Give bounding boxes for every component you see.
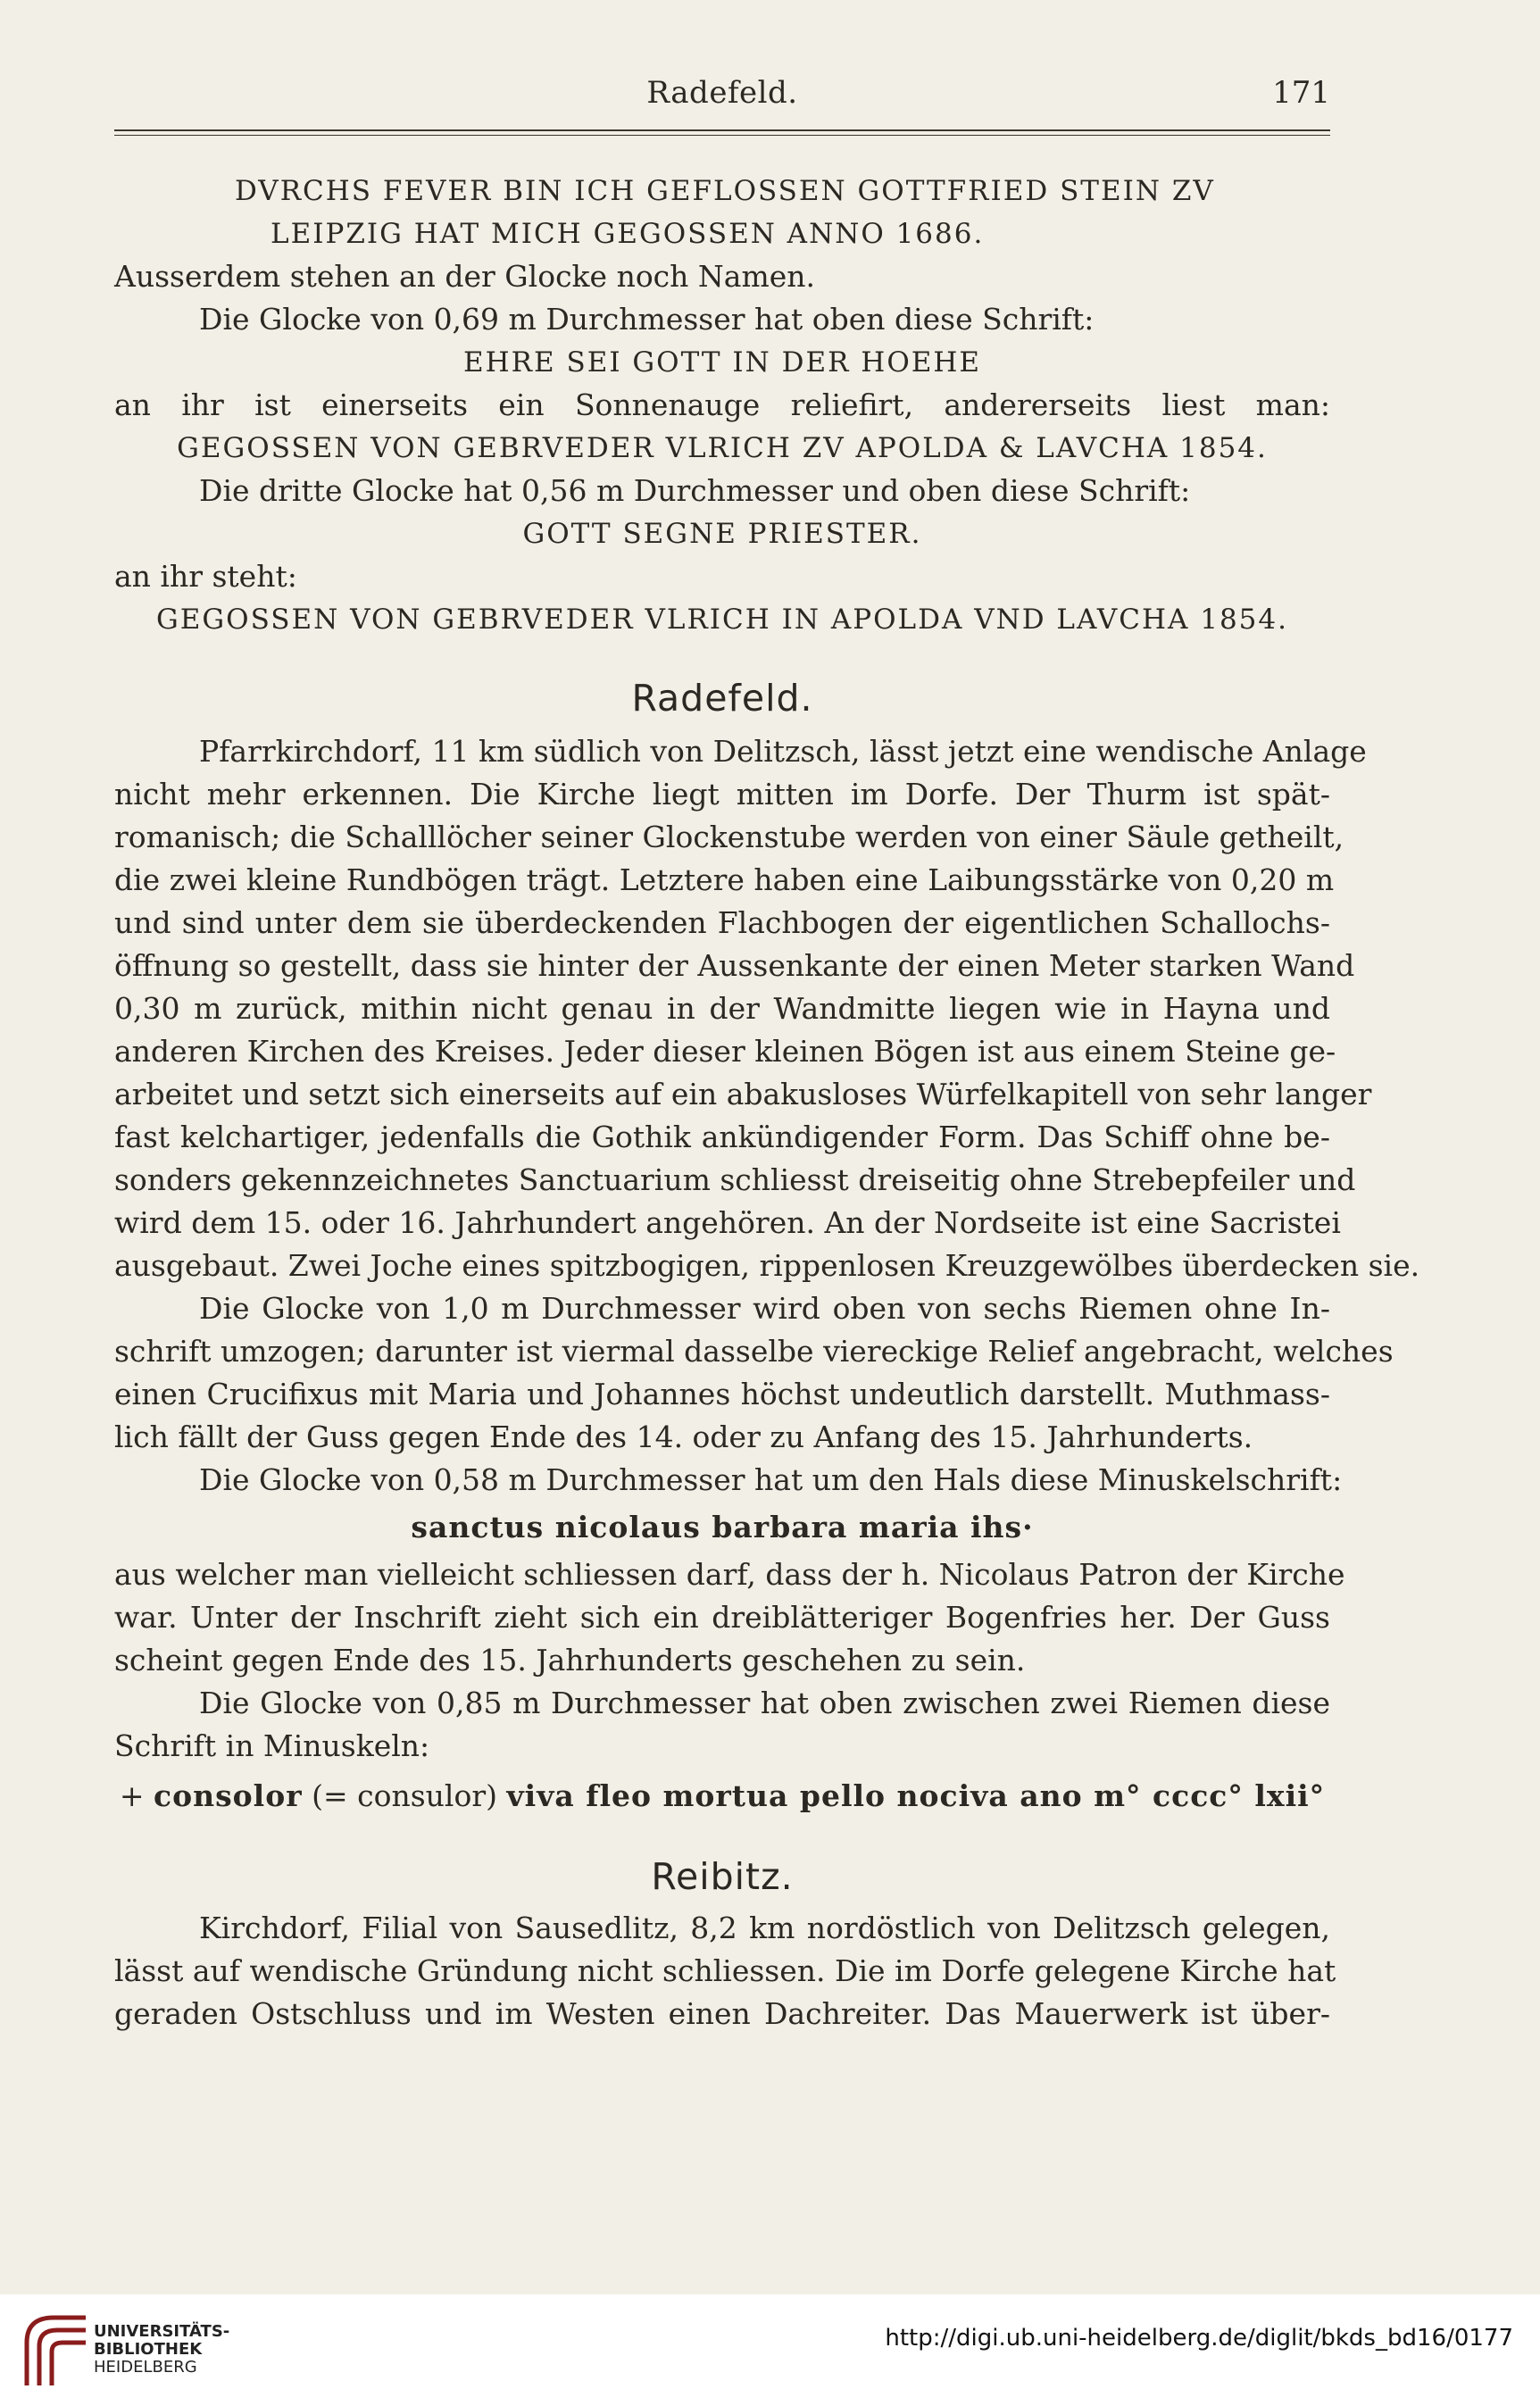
paragraph-line: Kirchdorf, Filial von Sausedlitz, 8,2 km nordöstlich von Delitzsch gelegen,: [199, 1911, 1330, 1945]
paragraph-line: nicht mehr erkennen. Die Kirche liegt mitten im Dorfe. Der Thurm ist spät-: [114, 777, 1330, 812]
source-url-link[interactable]: http://digi.ub.uni-heidelberg.de/diglit/bkds_bd16/0177: [885, 2325, 1513, 2352]
paragraph-line: Die dritte Glocke hat 0,56 m Durchmesser und oben diese Schrift:: [199, 473, 1191, 508]
paragraph-line: lässt auf wendische Gründung nicht schliessen. Die im Dorfe gelegene Kirche hat: [114, 1953, 1336, 1988]
paragraph-line: Pfarrkirchdorf, 11 km südlich von Delitzsch, lässt jetzt eine wendische Anlage: [199, 734, 1367, 769]
paragraph-line: aus welcher man vielleicht schliessen darf, dass der h. Nicolaus Patron der Kirche: [114, 1557, 1345, 1592]
paragraph-line: wird dem 15. oder 16. Jahrhundert angehören. An der Nordseite ist eine Sacristei: [114, 1205, 1341, 1240]
paragraph-line: romanisch; die Schalllöcher seiner Glockenstube werden von einer Säule getheilt,: [114, 820, 1344, 854]
bell-inscription-line: LEIPZIG HAT MICH GEGOSSEN ANNO 1686.: [271, 218, 985, 250]
paragraph-line: fast kelchartiger, jedenfalls die Gothik ankündigender Form. Das Schiff ohne be-: [114, 1120, 1330, 1154]
library-logo-icon: [18, 2307, 91, 2393]
paragraph-line: Ausserdem stehen an der Glocke noch Namen.: [114, 259, 816, 294]
running-title: Radefeld.: [646, 75, 798, 111]
paragraph-line: einen Crucifixus mit Maria und Johannes höchst undeutlich darstellt. Muthmass-: [114, 1377, 1330, 1411]
paragraph-line: an ihr steht:: [114, 559, 297, 594]
section-heading: Reibitz.: [651, 1855, 794, 1898]
paragraph-line: ausgebaut. Zwei Joche eines spitzbogigen, rippenlosen Kreuzgewölbes überdecken sie.: [114, 1248, 1420, 1283]
paragraph-line: Die Glocke von 1,0 m Durchmesser wird oben von sechs Riemen ohne In-: [199, 1291, 1330, 1326]
paragraph-line: Die Glocke von 0,69 m Durchmesser hat oben diese Schrift:: [199, 302, 1095, 337]
header-rule-thin: [114, 135, 1330, 136]
bell-inscription-line: DVRCHS FEVER BIN ICH GEFLOSSEN GOTTFRIED STEIN ZV: [235, 175, 1215, 207]
paragraph-line: scheint gegen Ende des 15. Jahrhunderts geschehen zu sein.: [114, 1643, 1026, 1678]
running-head: [114, 75, 1330, 120]
bell-inscription-line: GEGOSSEN VON GEBRVEDER VLRICH IN APOLDA VND LAVCHA 1854.: [156, 604, 1288, 636]
paragraph-line: geraden Ostschluss und im Westen einen Dachreiter. Das Mauerwerk ist über-: [114, 1996, 1330, 2031]
paragraph-line: die zwei kleine Rundbögen trägt. Letztere haben eine Laibungsstärke von 0,20 m: [114, 862, 1335, 897]
page-number: 171: [1272, 75, 1330, 111]
paragraph-line: 0,30 m zurück, mithin nicht genau in der Wandmitte liegen wie in Hayna und: [114, 991, 1330, 1026]
bell-inscription-line: GEGOSSEN VON GEBRVEDER VLRICH ZV APOLDA & LAVCHA 1854.: [177, 432, 1268, 464]
gothic-text: viva fleo mortua pello nociva ano m° cccc° lxii°: [506, 1778, 1326, 1813]
paragraph-line: sonders gekennzeichnetes Sanctuarium schliesst dreiseitig ohne Strebepfeiler und: [114, 1162, 1356, 1197]
paragraph-line: arbeitet und setzt sich einerseits auf ein abakusloses Würfelkapitell von sehr langer: [114, 1077, 1372, 1111]
header-rule: [114, 129, 1330, 131]
paragraph-line: anderen Kirchen des Kreises. Jeder dieser kleinen Bögen ist aus einem Steine ge-: [114, 1034, 1336, 1069]
paragraph-line: schrift umzogen; darunter ist viermal dasselbe viereckige Relief angebracht, welches: [114, 1334, 1394, 1369]
minuscule-inscription-2: [114, 1768, 1330, 1825]
gloss: (= consulor): [312, 1778, 497, 1813]
paragraph-line: Die Glocke von 0,58 m Durchmesser hat um den Hals diese Minuskelschrift:: [199, 1462, 1343, 1497]
paragraph-line: lich fällt der Guss gegen Ende des 14. oder zu Anfang des 15. Jahrhunderts.: [114, 1419, 1253, 1454]
section-heading: Radefeld.: [631, 677, 813, 720]
library-name: UNIVERSITÄTS- BIBLIOTHEK HEIDELBERG: [94, 2322, 230, 2377]
page-body: [114, 170, 1420, 2036]
paragraph-line: öffnung so gestellt, dass sie hinter der Aussenkante der einen Meter starken Wand: [114, 948, 1355, 983]
paragraph-line: und sind unter dem sie überdeckenden Flachbogen der eigentlichen Schallochs-: [114, 905, 1330, 940]
paragraph-line: Schrift in Minuskeln:: [114, 1728, 430, 1763]
paragraph-line: Die Glocke von 0,85 m Durchmesser hat oben zwischen zwei Riemen diese: [199, 1686, 1330, 1720]
paragraph-line: an ihr ist einerseits ein Sonnenauge reliefirt, andererseits liest man:: [114, 387, 1330, 422]
cross-symbol: +: [119, 1778, 145, 1813]
gothic-word: consolor: [153, 1778, 303, 1813]
bell-inscription-line: GOTT SEGNE PRIESTER.: [522, 518, 922, 550]
minuscule-inscription: sanctus nicolaus barbara maria ihs·: [411, 1510, 1034, 1544]
bell-inscription-line: EHRE SEI GOTT IN DER HOEHE: [462, 346, 982, 379]
paragraph-line: war. Unter der Inschrift zieht sich ein dreiblätteriger Bogenfries her. Der Guss: [114, 1600, 1330, 1635]
footer-bar: [0, 2294, 1540, 2406]
